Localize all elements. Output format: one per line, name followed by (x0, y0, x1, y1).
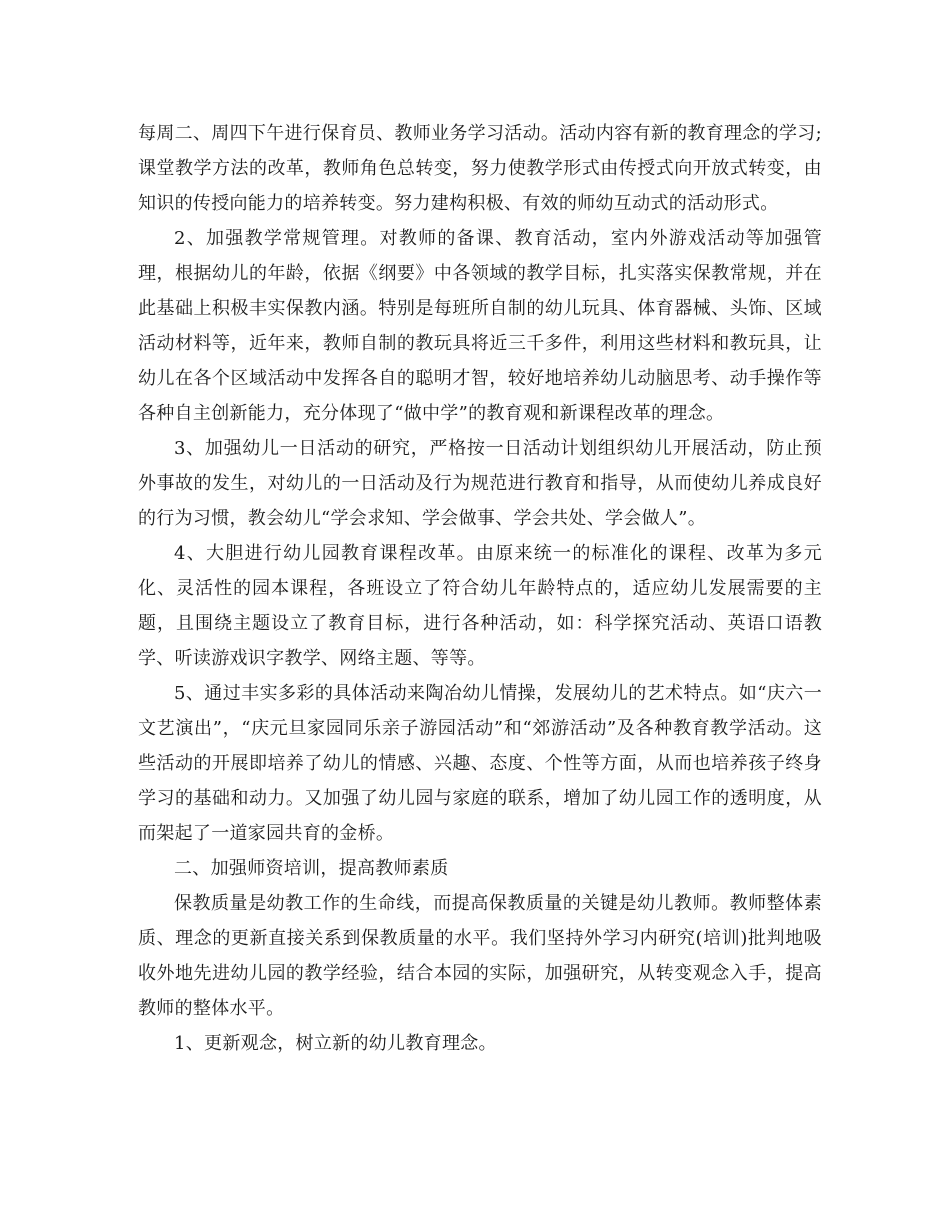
paragraph-1: 每周二、周四下午进行保育员、教师业务学习活动。活动内容有新的教育理念的学习;课堂教学方法的改革，教师角色总转变，努力使教学形式由传授式向开放式转变，由知识的传授向能力的培养转变。努力建构积极、有效的师幼互动式的活动形式。 (138, 123, 822, 214)
paragraph-2: 2、加强教学常规管理。对教师的备课、教育活动，室内外游戏活动等加强管理，根据幼儿的年龄，依据《纲要》中各领域的教学目标，扎实落实保教常规，并在此基础上积极丰实保教内涵。特别是每班所自制的幼儿玩具、体育器械、头饰、区域活动材料等，近年来，教师自制的教玩具将近三千多件，利用这些材料和教玩具，让幼儿在各个区域活动中发挥各自的聪明才智，较好地培养幼儿动脑思考、动手操作等各种自主创新能力，充分体现了“做中学”的教育观和新课程改革的理念。 (138, 228, 822, 424)
document-body (138, 116, 822, 1061)
paragraph-6: 保教质量是幼教工作的生命线，而提高保教质量的关键是幼儿教师。教师整体素质、理念的更新直接关系到保教质量的水平。我们坚持外学习内研究(培训)批判地吸收外地先进幼儿园的教学经验，结合本园的实际，加强研究，从转变观念入手，提高教师的整体水平。 (138, 893, 822, 1019)
paragraph-4: 4、大胆进行幼儿园教育课程改革。由原来统一的标准化的课程、改革为多元化、灵活性的园本课程，各班设立了符合幼儿年龄特点的，适应幼儿发展需要的主题，且围绕主题设立了教育目标，进行各种活动，如：科学探究活动、英语口语教学、听读游戏识字教学、网络主题、等等。 (138, 543, 822, 669)
section-heading: 二、加强师资培训，提高教师素质 (174, 858, 449, 879)
paragraph-3: 3、加强幼儿一日活动的研究，严格按一日活动计划组织幼儿开展活动，防止预外事故的发生，对幼儿的一日活动及行为规范进行教育和指导，从而使幼儿养成良好的行为习惯，教会幼儿“学会求知、学会做事、学会共处、学会做人”。 (138, 438, 822, 529)
paragraph-5: 5、通过丰实多彩的具体活动来陶冶幼儿情操，发展幼儿的艺术特点。如“庆六一文艺演出”，“庆元旦家园同乐亲子游园活动”和“郊游活动”及各种教育教学活动。这些活动的开展即培养了幼儿的情感、兴趣、态度、个性等方面，从而也培养孩子终身学习的基础和动力。又加强了幼儿园与家庭的联系，增加了幼儿园工作的透明度，从而架起了一道家园共育的金桥。 (138, 683, 822, 844)
paragraph-7: 1、更新观念，树立新的幼儿教育理念。 (174, 1033, 497, 1054)
